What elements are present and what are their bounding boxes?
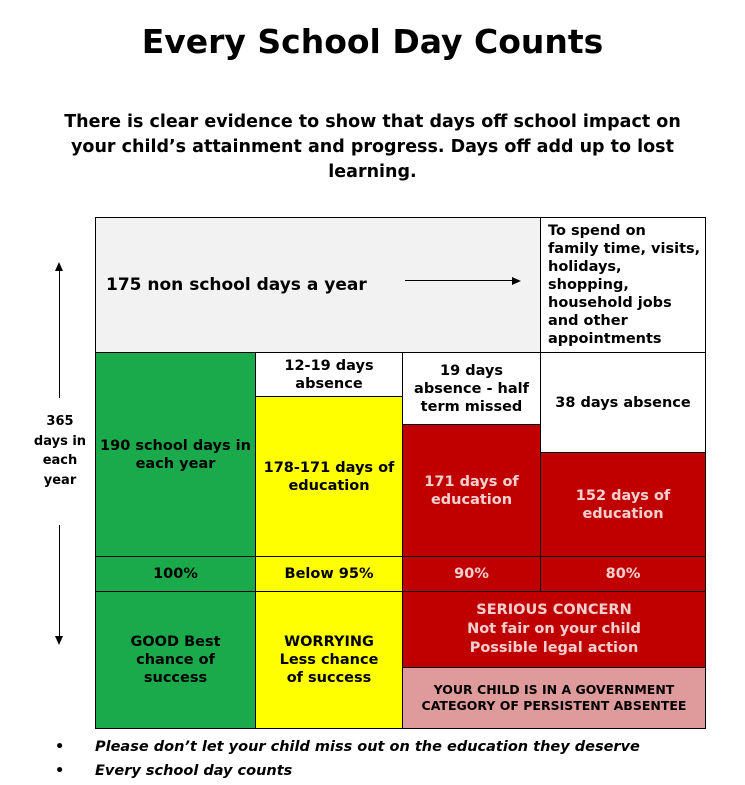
education-171-cell: [402, 424, 541, 557]
year-span-line-bottom: [59, 525, 60, 637]
right-arrow-icon: [512, 277, 521, 285]
non-school-uses-text: To spend on family time, visits, holidays, shopping, household jobs and other appointments: [548, 223, 701, 347]
serious-concern-cell: [402, 591, 706, 668]
year-span-line-top: [59, 270, 60, 398]
absence-12-19-text: 12-19 days absence: [284, 357, 374, 392]
percent-90-cell: [402, 556, 541, 592]
bullet-item: • Please don’t let your child miss out on the education they deserve: [55, 735, 640, 759]
absence-38-text: 38 days absence: [555, 394, 691, 411]
absence-38-cell: [540, 352, 706, 453]
outcome-worrying-text: WORRYING Less chance of success: [279, 634, 379, 686]
education-152-text: 152 days of education: [575, 487, 671, 522]
percent-95-text: Below 95%: [284, 566, 374, 582]
outcome-worrying-cell: [255, 591, 403, 729]
non-school-days-cell: [95, 217, 541, 353]
percent-90-text: 90%: [454, 566, 489, 582]
non-school-uses-cell: [540, 217, 706, 353]
absence-19-text: 19 days absence - half term missed: [414, 362, 529, 415]
percent-95-cell: [255, 556, 403, 592]
education-178-171-cell: [255, 396, 403, 557]
education-178-171-text: 178-171 days of education: [263, 459, 395, 494]
serious-concern-line2: Possible legal action: [469, 640, 639, 656]
bullet-item: • Every school day counts: [55, 759, 640, 783]
percent-100-text: 100%: [153, 566, 198, 582]
intro-text: There is clear evidence to show that days off school impact on your child’s attainment and progress. Days off add up to lost learning.: [64, 112, 681, 182]
school-days-cell: [95, 352, 256, 557]
persistent-absentee-cell: [402, 667, 706, 729]
year-days-label: 365 days in each year: [33, 414, 87, 488]
education-171-text: 171 days of education: [424, 473, 519, 508]
non-school-days-label: 175 non school days a year: [106, 275, 367, 295]
arrow-down-icon: [55, 636, 63, 645]
outcome-good-text: GOOD Best chance of success: [130, 634, 221, 686]
persistent-absentee-text: YOUR CHILD IS IN A GOVERNMENT CATEGORY OF PERSISTENT ABSENTEE: [421, 682, 687, 713]
bullet-list: [55, 735, 640, 783]
right-arrow-line: [405, 280, 513, 281]
page-title: Every School Day Counts: [141, 22, 604, 61]
absence-12-19-cell: [255, 352, 403, 397]
percent-80-cell: [540, 556, 706, 592]
absence-19-cell: [402, 352, 541, 425]
education-152-cell: [540, 452, 706, 557]
percent-100-cell: [95, 556, 256, 592]
percent-80-text: 80%: [605, 566, 641, 582]
serious-concern-heading: SERIOUS CONCERN: [476, 602, 632, 618]
school-days-text: 190 school days in each year: [100, 437, 251, 472]
outcome-good-cell: [95, 591, 256, 729]
serious-concern-line1: Not fair on your child: [467, 621, 641, 637]
